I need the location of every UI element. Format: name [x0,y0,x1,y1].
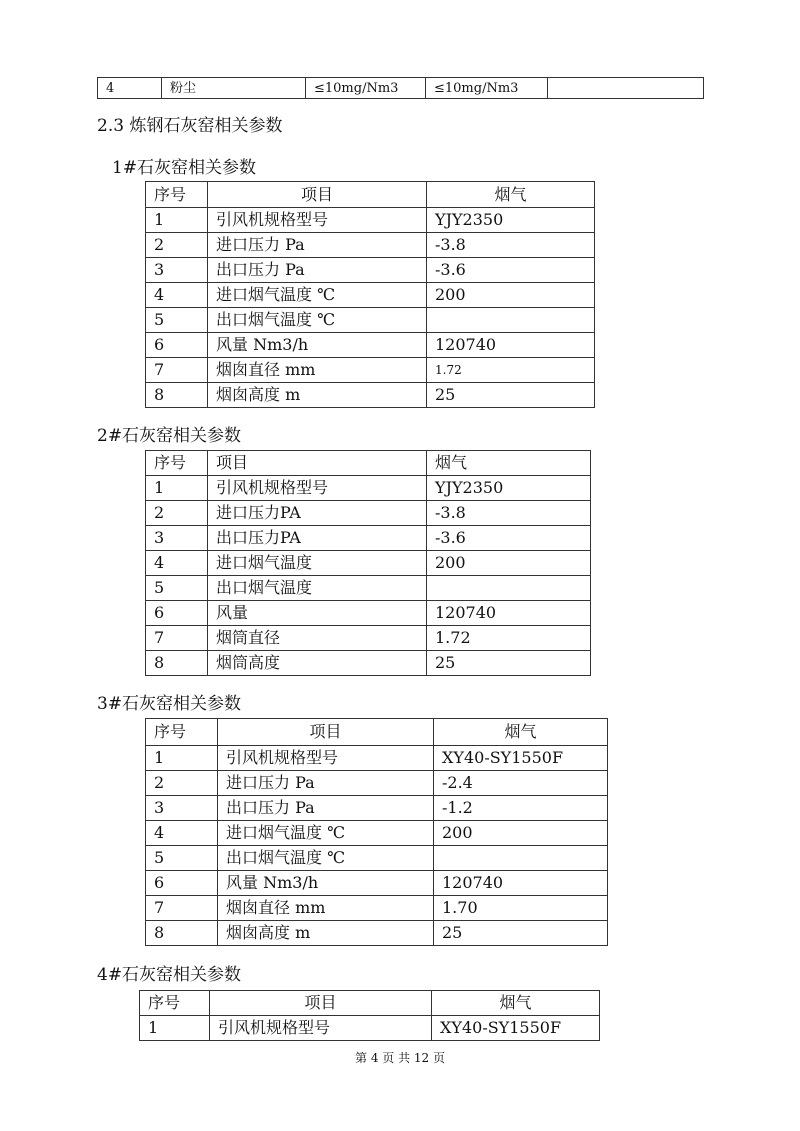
cell-index: 4 [146,821,218,846]
cell-item: 出口压力PA [208,526,427,551]
cell-value: 200 [427,283,595,308]
cell-item: 烟筒直径 [208,626,427,651]
cell-index: 4 [98,78,162,99]
table-row [146,896,608,921]
page-footer: 第 4 页 共 12 页 [355,1051,445,1065]
cell-value: 25 [427,651,591,676]
header-index: 序号 [140,991,210,1016]
table-row [146,526,591,551]
cell-index: 6 [146,871,218,896]
cell-item: 进口烟气温度 ℃ [208,283,427,308]
cell-value: -3.6 [427,526,591,551]
header-index: 序号 [146,182,208,208]
table-row [146,821,608,846]
cell-value [434,846,608,871]
table-header-row [146,451,591,476]
cell-item: 风量 Nm3/h [218,871,434,896]
cell-value: 1.72 [427,358,595,383]
section-title: 2.3 炼钢石灰窑相关参数 [97,116,283,136]
cell-index: 6 [146,333,208,358]
table-row [146,921,608,946]
table-row [146,283,595,308]
cell-value: -3.8 [427,233,595,258]
cell-item: 烟囱高度 m [218,921,434,946]
header-smoke: 烟气 [432,991,600,1016]
cell-index: 7 [146,896,218,921]
header-smoke: 烟气 [427,451,591,476]
cell-value: 120740 [427,601,591,626]
cell-index: 1 [146,476,208,501]
table-row [146,308,595,333]
table-row [146,626,591,651]
cell-item: 烟囱直径 mm [208,358,427,383]
header-item: 项目 [208,182,427,208]
header-item: 项目 [208,451,427,476]
header-item: 项目 [210,991,432,1016]
table-row [146,258,595,283]
cell-item: 进口压力PA [208,501,427,526]
header-index: 序号 [146,451,208,476]
table-row [140,1016,600,1041]
cell-item: 风量 Nm3/h [208,333,427,358]
table-row [146,651,591,676]
table-header-row [140,991,600,1016]
table-row [146,208,595,233]
cell-item: 进口压力 Pa [208,233,427,258]
table-row [146,233,595,258]
header-index: 序号 [146,719,218,746]
kiln3-title: 3#石灰窑相关参数 [97,694,242,714]
cell-index: 8 [146,651,208,676]
cell-item: 进口压力 Pa [218,771,434,796]
cell-value [427,308,595,333]
table-row [98,78,704,99]
cell-item: 烟筒高度 [208,651,427,676]
cell-value: 25 [427,383,595,408]
kiln2-table [145,450,591,676]
cell-value: 25 [434,921,608,946]
table-row [146,771,608,796]
cell-limit-a: ≤10mg/Nm3 [306,78,426,99]
header-smoke: 烟气 [434,719,608,746]
cell-item: 引风机规格型号 [208,208,427,233]
cell-value: 1.72 [427,626,591,651]
cell-index: 3 [146,796,218,821]
cell-value: -3.6 [427,258,595,283]
cell-index: 1 [146,746,218,771]
cell-index: 1 [146,208,208,233]
table-row [146,601,591,626]
cell-index: 7 [146,358,208,383]
cell-item: 烟囱高度 m [208,383,427,408]
cell-index: 5 [146,846,218,871]
table-header-row [146,182,595,208]
cell-item: 引风机规格型号 [208,476,427,501]
cell-item: 粉尘 [162,78,306,99]
cell-item: 烟囱直径 mm [218,896,434,921]
cell-note [548,78,704,99]
cell-item: 出口压力 Pa [218,796,434,821]
table-row [146,383,595,408]
cell-index: 1 [140,1016,210,1041]
cell-value: 120740 [434,871,608,896]
table-row [146,576,591,601]
cell-index: 3 [146,258,208,283]
kiln1-table [145,181,595,408]
kiln2-title: 2#石灰窑相关参数 [97,426,242,446]
cell-item: 风量 [208,601,427,626]
cell-item: 进口烟气温度 [208,551,427,576]
table-row [146,333,595,358]
cell-index: 5 [146,308,208,333]
table-row [146,846,608,871]
table-header-row [146,719,608,746]
cell-value: 120740 [427,333,595,358]
cell-index: 4 [146,551,208,576]
cell-index: 7 [146,626,208,651]
kiln4-title: 4#石灰窑相关参数 [97,965,242,985]
cell-value: 1.70 [434,896,608,921]
cell-item: 出口烟气温度 [208,576,427,601]
table-row [146,358,595,383]
cell-value: XY40-SY1550F [434,746,608,771]
cell-index: 5 [146,576,208,601]
cell-index: 8 [146,921,218,946]
cell-index: 2 [146,233,208,258]
cell-value: 200 [434,821,608,846]
cell-value: -1.2 [434,796,608,821]
cell-limit-b: ≤10mg/Nm3 [426,78,548,99]
table-row [146,746,608,771]
cell-item: 出口烟气温度 ℃ [218,846,434,871]
cell-item: 引风机规格型号 [210,1016,432,1041]
cell-index: 3 [146,526,208,551]
cell-index: 6 [146,601,208,626]
cell-item: 出口烟气温度 ℃ [208,308,427,333]
cell-value: -2.4 [434,771,608,796]
header-item: 项目 [218,719,434,746]
cell-index: 2 [146,501,208,526]
cell-value: 200 [427,551,591,576]
cell-value: XY40-SY1550F [432,1016,600,1041]
table-row [146,871,608,896]
cell-value: -3.8 [427,501,591,526]
cell-value: YJY2350 [427,208,595,233]
cell-index: 4 [146,283,208,308]
header-smoke: 烟气 [427,182,595,208]
kiln3-table [145,718,608,946]
emission-table-continued [97,77,704,99]
kiln1-title: 1#石灰窑相关参数 [112,158,257,178]
cell-index: 2 [146,771,218,796]
kiln4-table [139,990,600,1041]
cell-item: 进口烟气温度 ℃ [218,821,434,846]
table-row [146,551,591,576]
table-row [146,796,608,821]
cell-value [427,576,591,601]
table-row [146,501,591,526]
cell-item: 出口压力 Pa [208,258,427,283]
cell-index: 8 [146,383,208,408]
cell-item: 引风机规格型号 [218,746,434,771]
cell-value: YJY2350 [427,476,591,501]
table-row [146,476,591,501]
